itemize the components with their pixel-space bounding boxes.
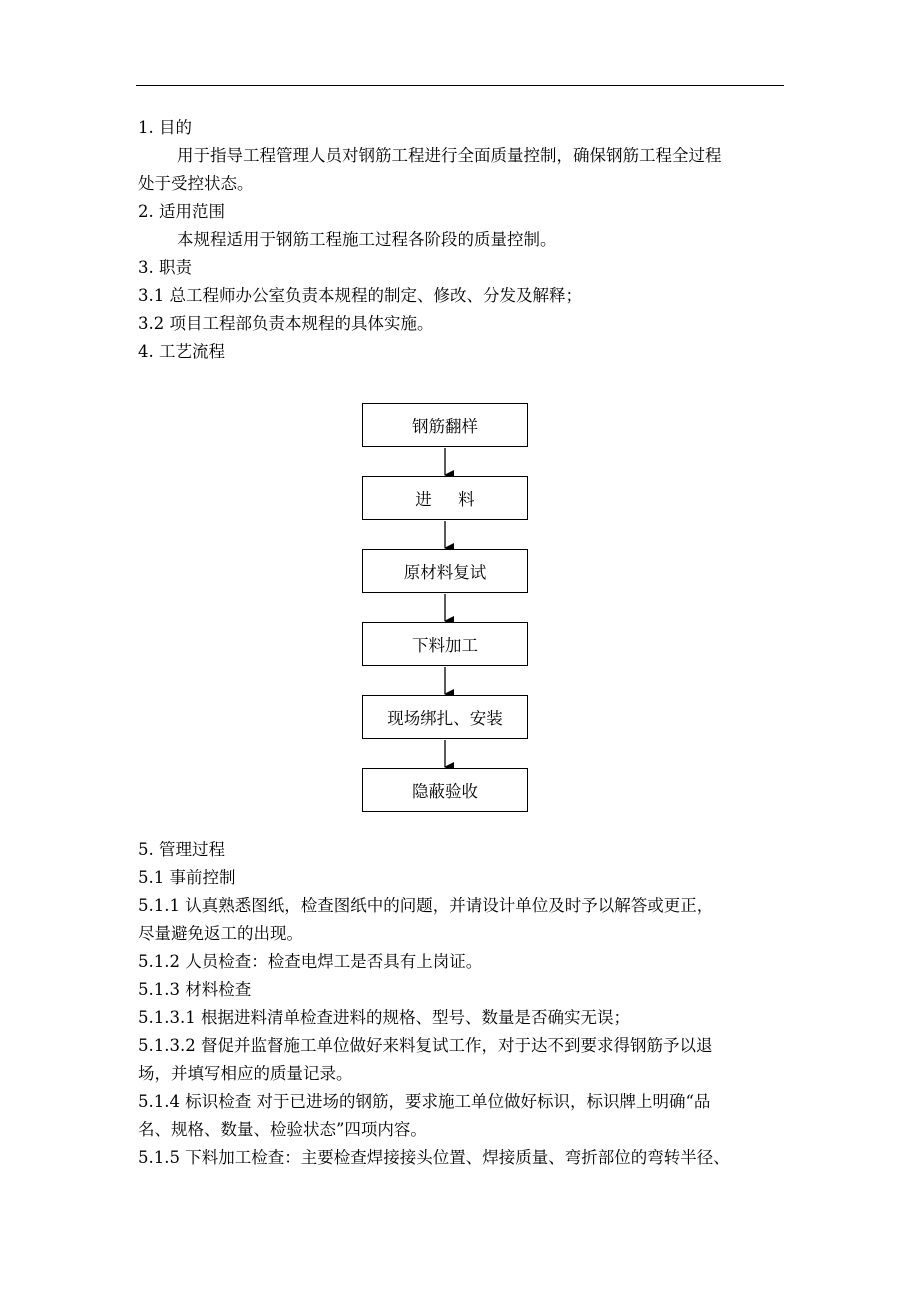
section-1-text-line-1: 用于指导工程管理人员对钢筋工程进行全面质量控制，确保钢筋工程全过程	[177, 146, 722, 165]
para-5-1-3-1: 5.1.3.1 根据进料清单检查进料的规格、型号、数量是否确实无误；	[138, 1008, 630, 1027]
flow-step-material-intake: 进料	[362, 476, 528, 520]
para-5-1-2: 5.1.2 人员检查：检查电焊工是否具有上岗证。	[138, 952, 483, 971]
section-2-text: 本规程适用于钢筋工程施工过程各阶段的质量控制。	[177, 230, 557, 249]
para-5-1-1-line-1: 5.1.1 认真熟悉图纸，检查图纸中的问题，并请设计单位及时予以解答或更正，	[138, 896, 714, 915]
flow-step-cutting-processing: 下料加工	[362, 622, 528, 666]
para-5-1-3-2-line-1: 5.1.3.2 督促并监督施工单位做好来料复试工作，对于达不到要求得钢筋予以退	[138, 1036, 713, 1055]
section-5-1-heading: 5.1 事前控制	[138, 868, 236, 887]
para-5-1-4-line-2: 名、规格、数量、检验状态”四项内容。	[138, 1120, 427, 1139]
flow-step-rebar-detailing: 钢筋翻样	[362, 403, 528, 447]
flow-step-concealed-acceptance: 隐蔽验收	[362, 768, 528, 812]
section-5-heading: 5. 管理过程	[138, 840, 225, 859]
section-3-item-2: 3.2 项目工程部负责本规程的具体实施。	[138, 314, 434, 333]
para-5-1-1-line-2: 尽量避免返工的出现。	[138, 924, 303, 943]
para-5-1-5-line-1: 5.1.5 下料加工检查：主要检查焊接接头位置、焊接质量、弯折部位的弯转半径、	[138, 1148, 730, 1167]
para-5-1-4-line-1: 5.1.4 标识检查 对于已进场的钢筋，要求施工单位做好标识，标识牌上明确“品	[138, 1092, 711, 1111]
para-5-1-3-2-line-2: 场，并填写相应的质量记录。	[138, 1064, 353, 1083]
section-3-heading: 3. 职责	[138, 258, 192, 277]
section-3-item-1: 3.1 总工程师办公室负责本规程的制定、修改、分发及解释；	[138, 286, 582, 305]
section-4-heading: 4. 工艺流程	[138, 342, 225, 361]
flow-step-onsite-binding-install: 现场绑扎、安装	[362, 695, 528, 739]
section-1-text-line-2: 处于受控状态。	[138, 174, 254, 193]
para-5-1-3: 5.1.3 材料检查	[138, 980, 252, 999]
section-1-heading: 1. 目的	[138, 118, 192, 137]
flow-step-material-retest: 原材料复试	[362, 549, 528, 593]
section-2-heading: 2. 适用范围	[138, 202, 225, 221]
